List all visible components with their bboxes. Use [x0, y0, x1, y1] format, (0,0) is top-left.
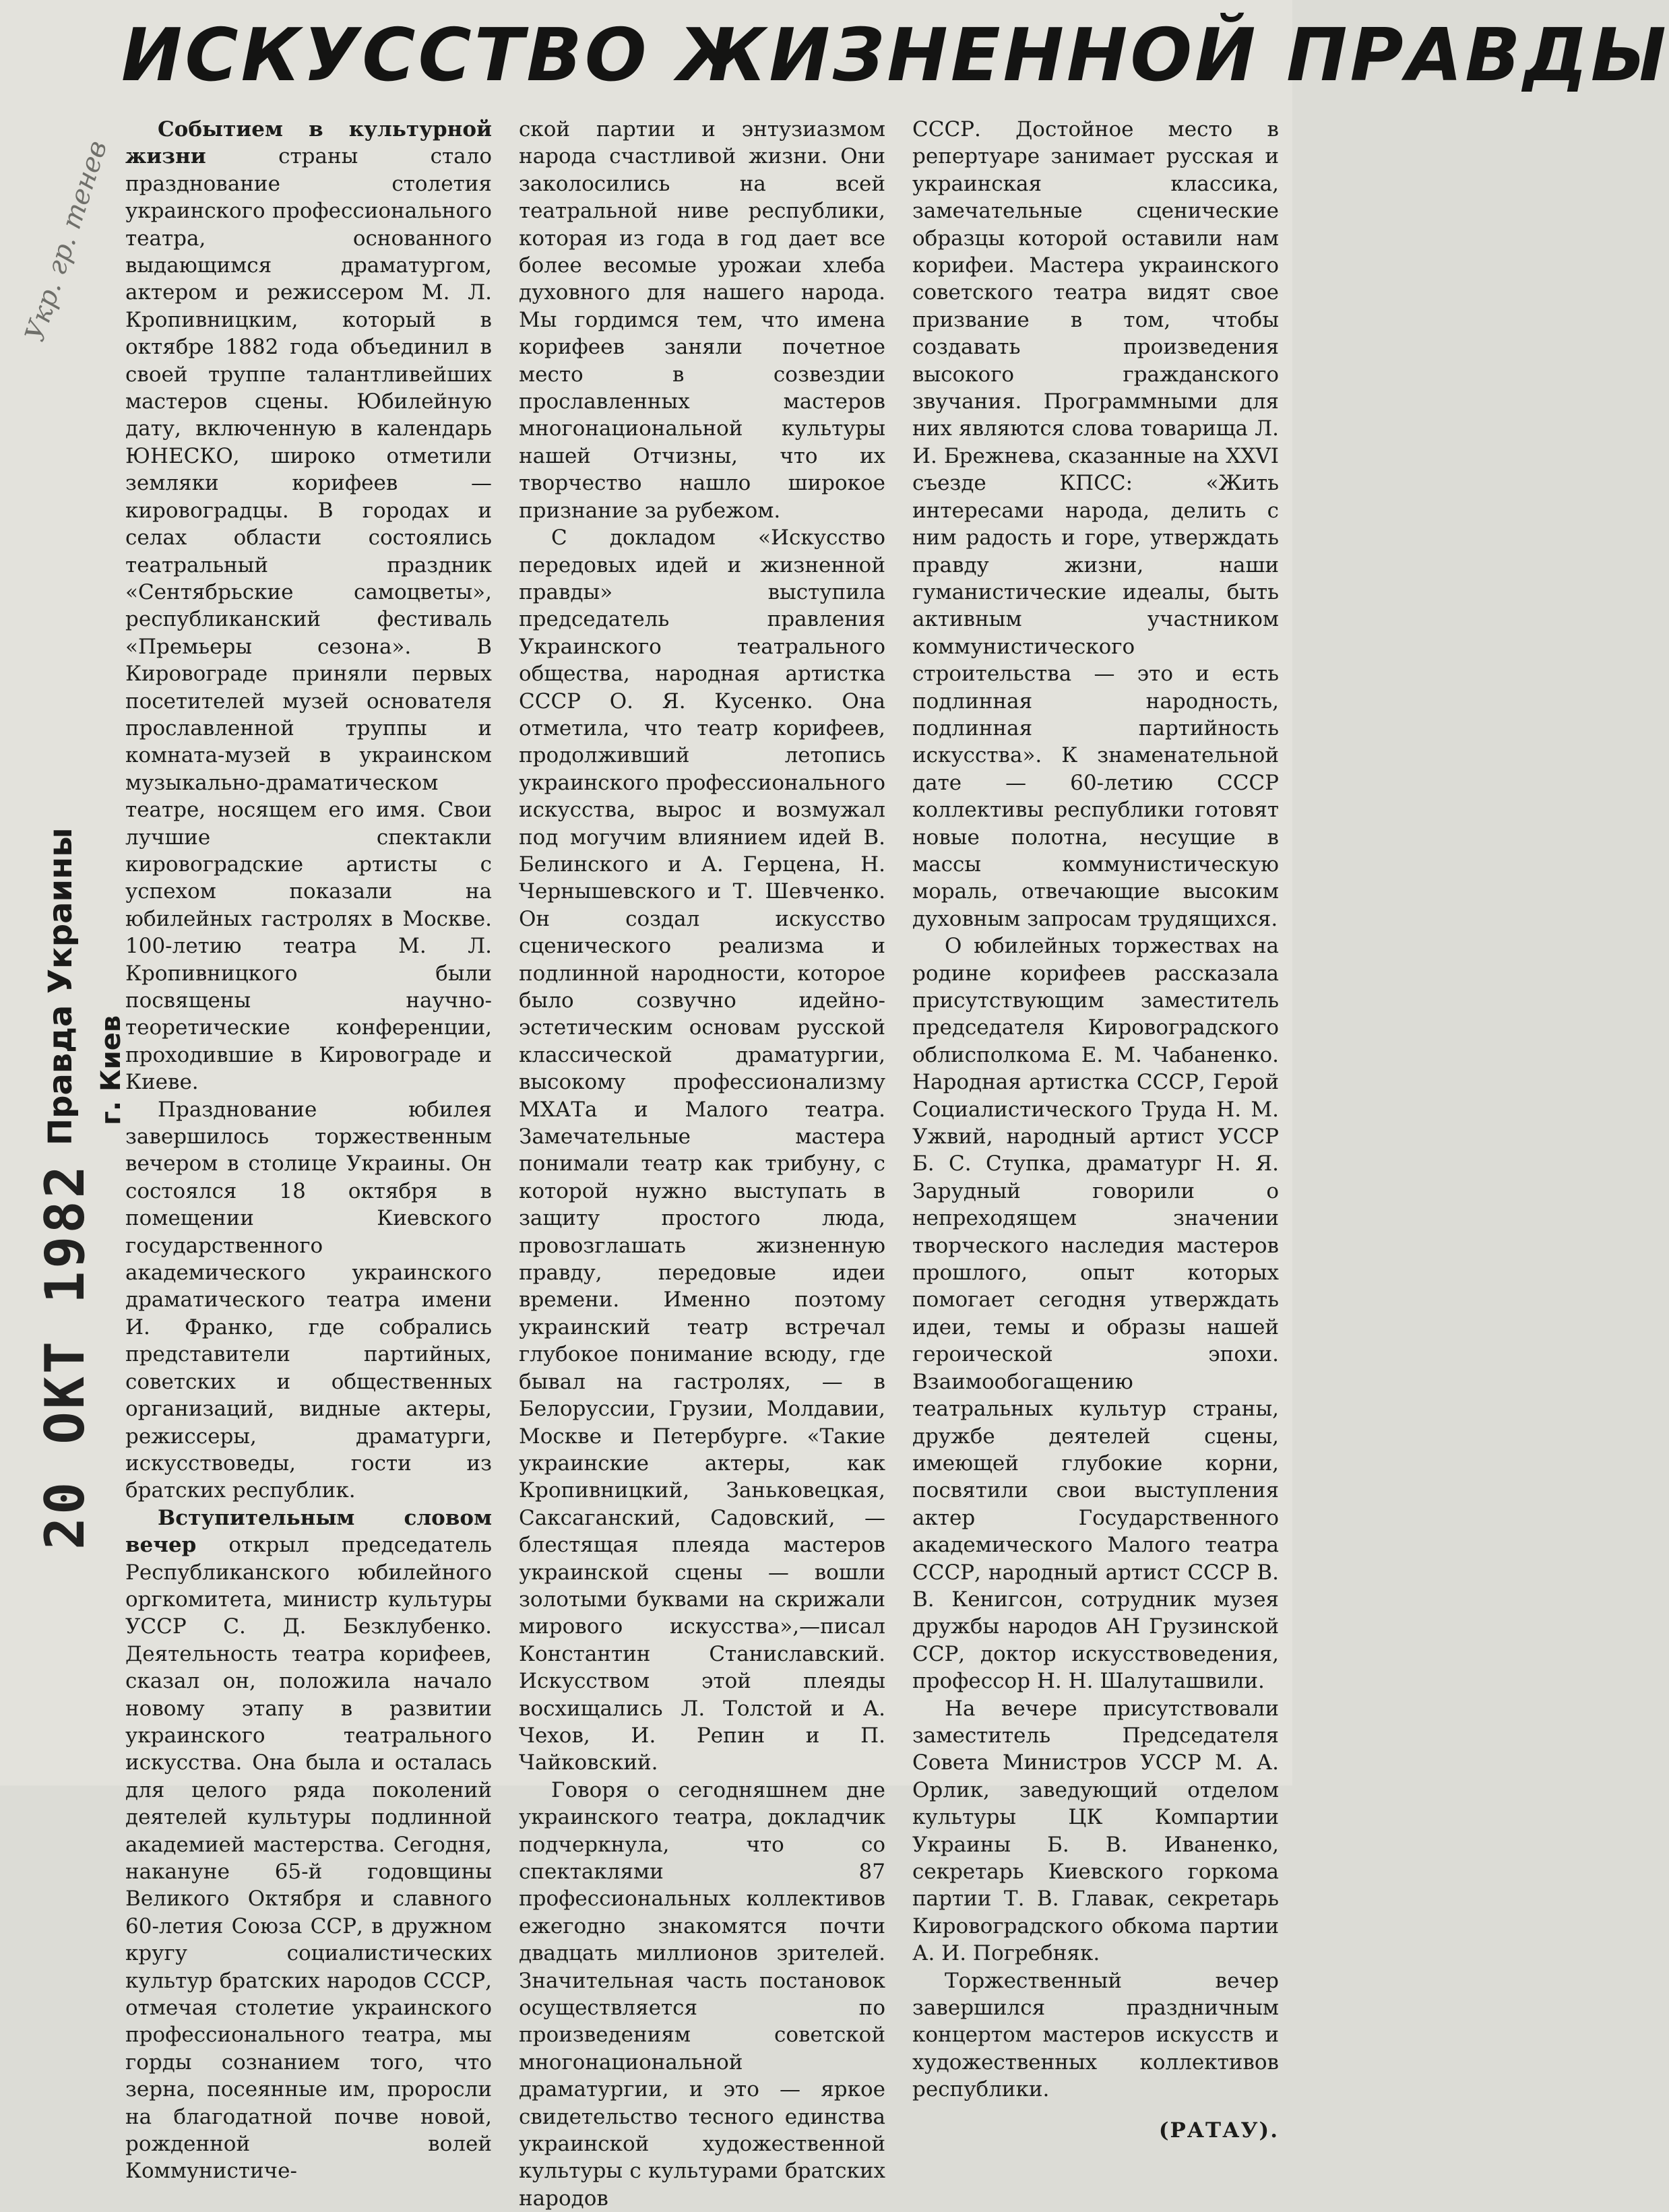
paragraph: Празднование юбилея завершилось торжественным вечером в столице Украины. Он состоялся 18 октября в помещении Киевского государственного академического украинского драматического театра имени И. Франко, где собрались представители партийных, советских и общественных организаций, видные актеры, режиссеры, драматурги, искусствоведы, гости из братских республик. — [125, 1097, 492, 1503]
paragraph: СССР. Достойное место в репертуаре занимает русская и украинская классика, замечательные сценические образцы которой оставили нам корифеи. Мастера украинского советского театра видят свое призвание в том, чтобы создавать произведения высокого гражданского звучания. Программными для них являются слова товарища Л. И. Брежнева, сказанные на XXVI съезде КПСС: «Жить интересами народа, делить с ним радость и горе, утверждать правду жизни, наши гуманистические идеалы, быть активным участником коммунистического строительства — это и есть подлинная народность, подлинная партийность искусства». К знаменательной дате — 60-летию СССР коллективы республики готовят новые полотна, несущие в массы коммунистическую мораль, отвечающие высоким духовным запросам трудящихся. — [912, 117, 1279, 931]
headline: ИСКУССТВО ЖИЗНЕННОЙ ПРАВДЫ — [121, 13, 1669, 98]
newspaper-name: Правда Украины — [42, 827, 80, 1145]
paragraph: ской партии и энтузиазмом народа счастливой жизни. Они заколосились на всей театральной ниве республики, которая из года в год дает все более весомые урожаи хлеба духовного для нашего народа. Мы гордимся тем, что имена корифеев заняли почетное место в созвездии прославленных мастеров многонациональной культуры нашей Отчизны, что их творчество нашло широкое признание за рубежом. — [519, 117, 885, 523]
date-stamp: 20 ОКТ 1982 — [34, 1163, 96, 1550]
article-body — [125, 116, 1279, 2211]
paragraph: Торжественный вечер завершился праздничным концертом мастеров искусств и художественных коллективов республики. — [912, 1968, 1279, 2102]
paragraph: На вечере присутствовали заместитель Председателя Совета Министров УССР М. А. Орлик, заведующий отделом культуры ЦК Компартии Украины Б. В. Иваненко, секретарь Киевского горкома партии Т. В. Главак, секретарь Кировоградского обкома партии А. И. Погребняк. — [912, 1696, 1279, 1966]
paragraph-text: страны стало празднование столетия украинского профессионального театра, основанного выдающимся драматургом, актером и режиссером М. Л. Кропивницким, который в октябре 1882 года объединил в своей труппе талантливейших мастеров сцены. Юбилейную дату, включенную в календарь ЮНЕСКО, широко отметили земляки корифеев — кировоградцы. В городах и селах области состоялись театральный праздник «Сентябрьские самоцветы», республиканский фестиваль «Премьеры сезона». В Кировограде приняли первых посетителей музей основателя прославленной труппы и комната-музей в украинском музыкально-драматическом театре, носящем его имя. Свои лучшие спектакли кировоградские артисты с успехом показали на юбилейных гастролях в Москве. 100-летию театра М. Л. Кропивницкого были посвящены научно-теоретические конференции, проходившие в Кировограде и Киеве. — [125, 144, 492, 1095]
article-column-3 — [912, 116, 1279, 2143]
paragraph — [125, 1505, 492, 2185]
newspaper-city: г. Киев — [96, 1015, 127, 1125]
handwritten-margin-note: Укр. гр. тенев — [19, 137, 114, 346]
lead-in: Событием в культурной жизни — [125, 117, 492, 169]
agency-signature: (РАТАУ). — [1158, 2118, 1279, 2143]
paragraph — [125, 116, 492, 1096]
paragraph: С докладом «Искусство передовых идей и жизненной правды» выступила председатель правления Украинского театрального общества, народная артистка СССР О. Я. Кусенко. Она отметила, что театр корифеев, продолживший летопись украинского профессионального искусства, вырос и возмужал под могучим влиянием идей В. Белинского и А. Герцена, Н. Чернышевского и Т. Шевченко. Он создал искусство сценического реализма и подлинной народности, которое было созвучно идейно-эстетическим основам русской классической драматургии, высокому профессионализму МХАТа и Малого театра. Замечательные мастера понимали театр как трибуну, с которой нужно выступать в защиту простого люда, провозглашать жизненную правду, передовые идеи времени. Именно поэтому украинский театр встречал глубокое понимание всюду, где бывал на гастролях, — в Белоруссии, Грузии, Молдавии, Москве и Петербурге. «Такие украинские актеры, как Кропивницкий, Заньковецкая, Саксаганский, Садовский, — блестящая плеяда мастеров украинской сцены — вошли золотыми буквами на скрижали мирового искусства»,—писал Константин Станиславский. Искусством этой плеяды восхищались Л. Толстой и А. Чехов, И. Репин и П. Чайковский. — [519, 526, 885, 1775]
lead-in: Вступительным словом вечер — [125, 1505, 492, 1558]
paragraph: О юбилейных торжествах на родине корифеев рассказала присутствующим заместитель председателя Кировоградского облисполкома Е. М. Чабаненко. Народная артистка СССР, Герой Социалистического Труда Н. М. Ужвий, народный артист УССР Б. С. Ступка, драматург Н. Я. Зарудный говорили о непреходящем значении творческого наследия мастеров прошлого, опыт которых помогает сегодня утверждать идеи, темы и образы нашей героической эпохи. Взаимообогащению театральных культур страны, дружбе деятелей сцены, имеющей глубокие корни, посвятили свои выступления актер Государственного академического Малого театра СССР, народный артист СССР В. В. Кенигсон, сотрудник музея дружбы народов АН Грузинской ССР, доктор искусствоведения, профессор Н. Н. Шалуташвили. — [912, 934, 1279, 1694]
article-column-2 — [519, 116, 885, 2211]
article-column-1 — [125, 116, 492, 2184]
paragraph-text: открыл председатель Республиканского юбилейного оргкомитета, министр культуры УССР С. Д. Безклубенко. Деятельность театра корифеев, сказал он, положила начало новому этапу в развитии украинского театрального искусства. Она была и осталась для целого ряда поколений деятелей культуры подлинной академией мастерства. Сегодня, накануне 65-й годовщины Великого Октября и славного 60-летия Союза ССР, в дружном кругу социалистических культур братских народов СССР, отмечая столетие украинского профессионального театра, мы горды сознанием того, что зерна, посеянные им, проросли на благодатной почве новой, рожденной волей Коммунистиче- — [125, 1533, 492, 2184]
paragraph: Говоря о сегодняшнем дне украинского театра, докладчик подчеркнула, что со спектаклями 87 профессиональных коллективов ежегодно знакомятся почти двадцать миллионов зрителей. Значительная часть постановок осуществляется по произведениям советской многонациональной драматургии, и это — яркое свидетельство тесного единства украинской художественной культуры с культурами братских народов — [519, 1777, 885, 2211]
